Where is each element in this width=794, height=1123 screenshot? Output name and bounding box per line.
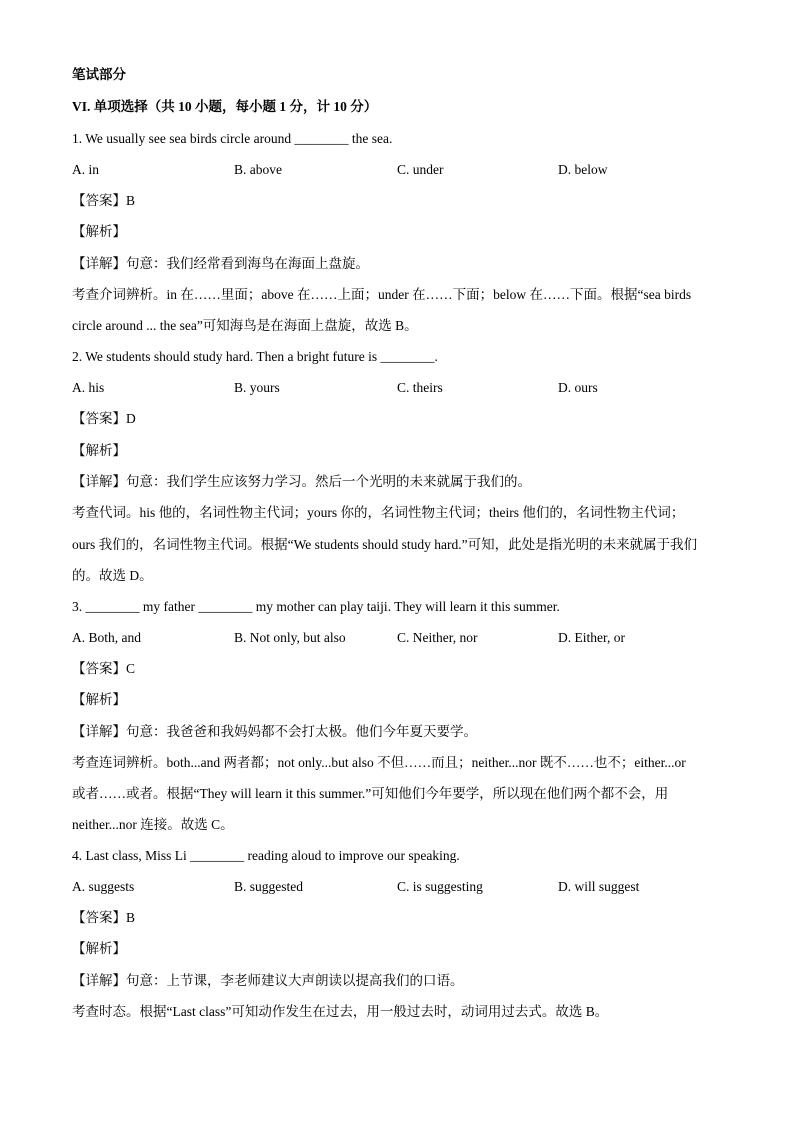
answer-line: 【答案】B <box>72 910 136 925</box>
option-a: A. in <box>72 162 99 177</box>
option-b: B. yours <box>234 380 280 395</box>
option-b: B. above <box>234 162 282 177</box>
question-stem: 3. ________ my father ________ my mother can play taiji. They will learn it this summer. <box>72 599 560 614</box>
part-title: VI. 单项选择（共 10 小题，每小题 1 分，计 10 分） <box>72 99 378 114</box>
option-c: C. Neither, nor <box>397 630 478 645</box>
detail-line: 【详解】句意：我们学生应该努力学习。然后一个光明的未来就属于我们的。 <box>72 474 531 489</box>
explanation-line: circle around ... the sea”可知海鸟是在海面上盘旋，故选 B。 <box>72 318 418 333</box>
explanation-line: 考查时态。根据“Last class”可知动作发生在过去，用一般过去时，动词用过去式。故选 B。 <box>72 1004 609 1019</box>
option-b: B. suggested <box>234 879 303 894</box>
question-options <box>72 878 722 896</box>
option-a: A. suggests <box>72 879 135 894</box>
analysis-label: 【解析】 <box>72 941 126 956</box>
question-options <box>72 629 722 647</box>
option-d: D. Either, or <box>558 630 625 645</box>
answer-line: 【答案】C <box>72 661 136 676</box>
answer-line: 【答案】D <box>72 411 136 426</box>
analysis-label: 【解析】 <box>72 692 126 707</box>
explanation-line: 考查代词。his 他的，名词性物主代词；yours 你的，名词性物主代词；theirs 他们的，名词性物主代词； <box>72 505 685 520</box>
explanation-line: 考查介词辨析。in 在……里面；above 在……上面；under 在……下面；below 在……下面。根据“sea birds <box>72 287 692 302</box>
option-d: D. below <box>558 162 608 177</box>
question-stem: 4. Last class, Miss Li ________ reading aloud to improve our speaking. <box>72 848 460 863</box>
analysis-label: 【解析】 <box>72 224 126 239</box>
option-a: A. his <box>72 380 105 395</box>
detail-line: 【详解】句意：我们经常看到海鸟在海面上盘旋。 <box>72 256 369 271</box>
option-b: B. Not only, but also <box>234 630 346 645</box>
explanation-line: neither...nor 连接。故选 C。 <box>72 817 234 832</box>
question-stem: 2. We students should study hard. Then a bright future is ________. <box>72 349 438 364</box>
option-c: C. under <box>397 162 444 177</box>
question-options <box>72 161 722 179</box>
detail-line: 【详解】句意：上节课，李老师建议大声朗读以提高我们的口语。 <box>72 973 464 988</box>
explanation-line: 考查连词辨析。both...and 两者都；not only...but also 不但……而且；neither...nor 既不……也不；either...or <box>72 755 686 770</box>
option-c: C. is suggesting <box>397 879 483 894</box>
option-c: C. theirs <box>397 380 443 395</box>
option-d: D. ours <box>558 380 598 395</box>
analysis-label: 【解析】 <box>72 443 126 458</box>
section-title: 笔试部分 <box>72 67 126 82</box>
question-options <box>72 379 722 397</box>
detail-line: 【详解】句意：我爸爸和我妈妈都不会打太极。他们今年夏天要学。 <box>72 724 477 739</box>
explanation-line: 或者……或者。根据“They will learn it this summer.”可知他们今年要学，所以现在他们两个都不会，用 <box>72 786 669 801</box>
question-stem: 1. We usually see sea birds circle around ________ the sea. <box>72 131 393 146</box>
explanation-line: 的。故选 D。 <box>72 568 153 583</box>
answer-line: 【答案】B <box>72 193 136 208</box>
explanation-line: ours 我们的，名词性物主代词。根据“We students should study hard.”可知，此处是指光明的未来就属于我们 <box>72 537 698 552</box>
option-d: D. will suggest <box>558 879 640 894</box>
option-a: A. Both, and <box>72 630 141 645</box>
